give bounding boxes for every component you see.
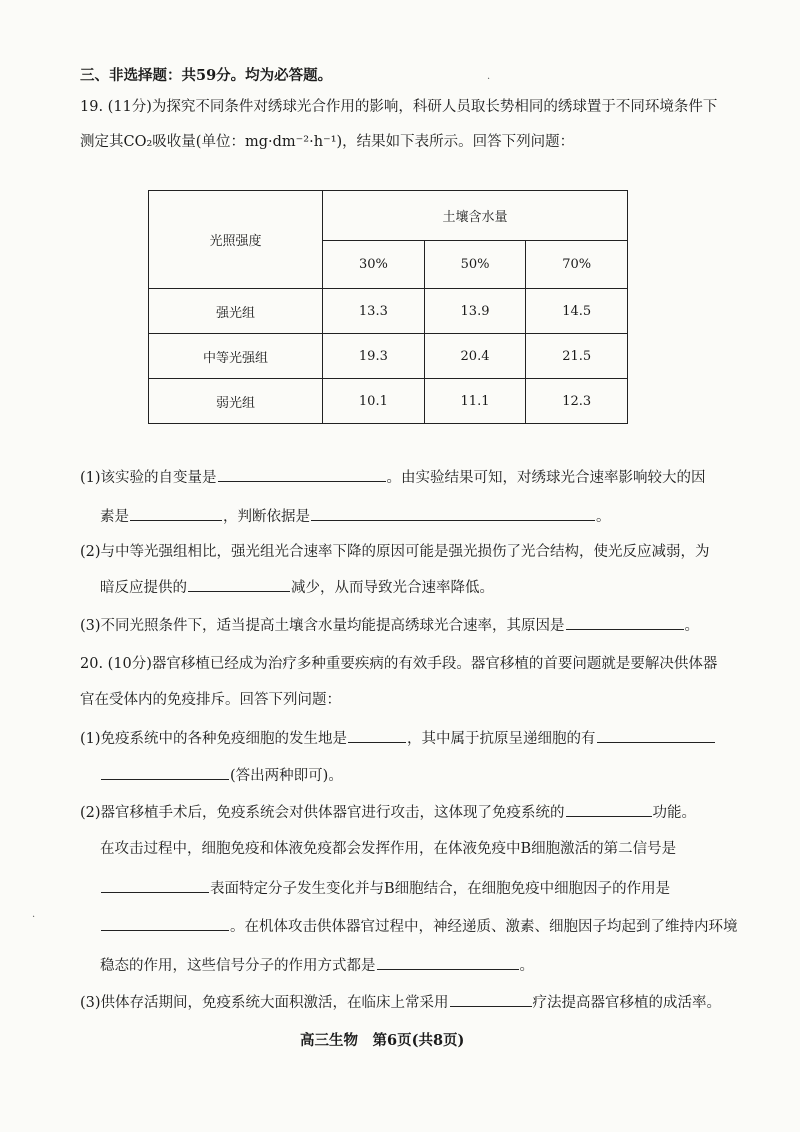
co2-absorption-table: [148, 190, 628, 424]
q19-part2-line1: (2)与中等光强组相比，强光组光合速率下降的原因可能是强光损伤了光合结构，使光反应减弱，为: [80, 544, 710, 560]
q19-part1-line2: [100, 506, 611, 527]
table-cell: 12.3: [526, 379, 628, 424]
answer-blank[interactable]: [218, 467, 386, 482]
q20-part2-line4: [100, 916, 738, 937]
q19-p1-text-d: ，判断依据是: [223, 509, 310, 525]
q19-intro-line1: 19. (11分)为探究不同条件对绣球光合作用的影响，科研人员取长势相同的绣球置于不同环境条件下: [80, 99, 718, 115]
q20-p1-text-c: (答出两种即可)。: [230, 768, 343, 784]
table-row-label: 强光组: [149, 289, 323, 334]
table-cell: 11.1: [424, 379, 526, 424]
table-row: [149, 379, 628, 424]
scan-speck: ·: [487, 74, 491, 85]
q20-part3-line: [80, 992, 721, 1013]
answer-blank[interactable]: [348, 728, 406, 743]
table-cell: 20.4: [424, 334, 526, 379]
q19-p1-text-c: 素是: [100, 509, 129, 525]
answer-blank[interactable]: [101, 916, 229, 931]
q20-p1-text-a: (1)免疫系统中的各种免疫细胞的发生地是: [80, 731, 348, 747]
answer-blank[interactable]: [597, 728, 715, 743]
q19-part1-line1: [80, 467, 706, 488]
answer-blank[interactable]: [101, 765, 229, 780]
q20-p2-text-e: 。在机体攻击供体器官过程中，神经递质、激素、细胞因子均起到了维持内环境: [230, 919, 738, 935]
table-row: [149, 289, 628, 334]
q19-p1-text-b: 。由实验结果可知，对绣球光合速率影响较大的因: [386, 470, 706, 486]
q19-part2-line2: [100, 577, 494, 598]
table-cell: 19.3: [323, 334, 425, 379]
q20-p2-text-f: 稳态的作用，这些信号分子的作用方式都是: [100, 958, 376, 974]
q20-p1-text-b: ，其中属于抗原呈递细胞的有: [407, 731, 596, 747]
q20-part2-line3: [100, 878, 670, 899]
q20-p2-text-g: 。: [519, 958, 534, 974]
table-cell: 21.5: [526, 334, 628, 379]
q19-intro-line2: 测定其CO₂吸收量(单位：mg·dm⁻²·h⁻¹)，结果如下表所示。回答下列问题：: [80, 134, 575, 150]
q20-p2-text-a: (2)器官移植手术后，免疫系统会对供体器官进行攻击，这体现了免疫系统的: [80, 805, 565, 821]
section-heading: 三、非选择题：共59分。均为必答题。: [80, 67, 333, 84]
answer-blank[interactable]: [101, 878, 209, 893]
answer-blank[interactable]: [377, 955, 519, 970]
table-cell: 13.9: [424, 289, 526, 334]
answer-blank[interactable]: [311, 506, 595, 521]
answer-blank[interactable]: [450, 992, 532, 1007]
table-row-label: 中等光强组: [149, 334, 323, 379]
q19-p2-text-c: 减少，从而导致光合速率降低。: [291, 580, 494, 596]
q20-intro-line2: 官在受体内的免疫排斥。回答下列问题：: [80, 692, 341, 708]
q19-p3-text-a: (3)不同光照条件下，适当提高土壤含水量均能提高绣球光合速率，其原因是: [80, 618, 565, 634]
q20-p2-text-d: 表面特定分子发生变化并与B细胞结合，在细胞免疫中细胞因子的作用是: [210, 881, 671, 897]
q20-part1-line2: [100, 765, 343, 786]
q19-p1-text-e: 。: [596, 509, 611, 525]
table-cell: 10.1: [323, 379, 425, 424]
table-row-header: 光照强度: [149, 191, 323, 289]
q20-p2-text-b: 功能。: [652, 805, 697, 821]
table-row: [149, 334, 628, 379]
answer-blank[interactable]: [130, 506, 222, 521]
table-col-group-header: 土壤含水量: [323, 191, 628, 241]
q20-p3-text-a: (3)供体存活期间，免疫系统大面积激活，在临床上常采用: [80, 995, 449, 1011]
answer-blank[interactable]: [188, 577, 290, 592]
table-row-label: 弱光组: [149, 379, 323, 424]
q20-part1-line1: [80, 728, 716, 749]
table-col-header: 50%: [424, 241, 526, 289]
q19-p3-text-b: 。: [684, 618, 700, 634]
answer-blank[interactable]: [566, 802, 652, 817]
q20-intro-line1: 20. (10分)器官移植已经成为治疗多种重要疾病的有效手段。器官移植的首要问题就是要解决供体器: [80, 656, 718, 672]
q19-part3-line: [80, 615, 699, 636]
q20-p3-text-b: 疗法提高器官移植的成活率。: [532, 995, 722, 1011]
q20-part2-line2: 在攻击过程中，细胞免疫和体液免疫都会发挥作用，在体液免疫中B细胞激活的第二信号是: [100, 841, 677, 857]
table-cell: 13.3: [323, 289, 425, 334]
answer-blank[interactable]: [566, 615, 684, 630]
q20-part2-line5: [100, 955, 534, 976]
table-col-header: 70%: [526, 241, 628, 289]
table-col-header: 30%: [323, 241, 425, 289]
page-footer: 高三生物 第6页(共8页): [300, 1032, 465, 1049]
table-cell: 14.5: [526, 289, 628, 334]
scan-speck: ·: [32, 912, 36, 923]
q19-p1-text-a: (1)该实验的自变量是: [80, 470, 217, 486]
q20-part2-line1: [80, 802, 696, 823]
q19-p2-text-b: 暗反应提供的: [100, 580, 187, 596]
